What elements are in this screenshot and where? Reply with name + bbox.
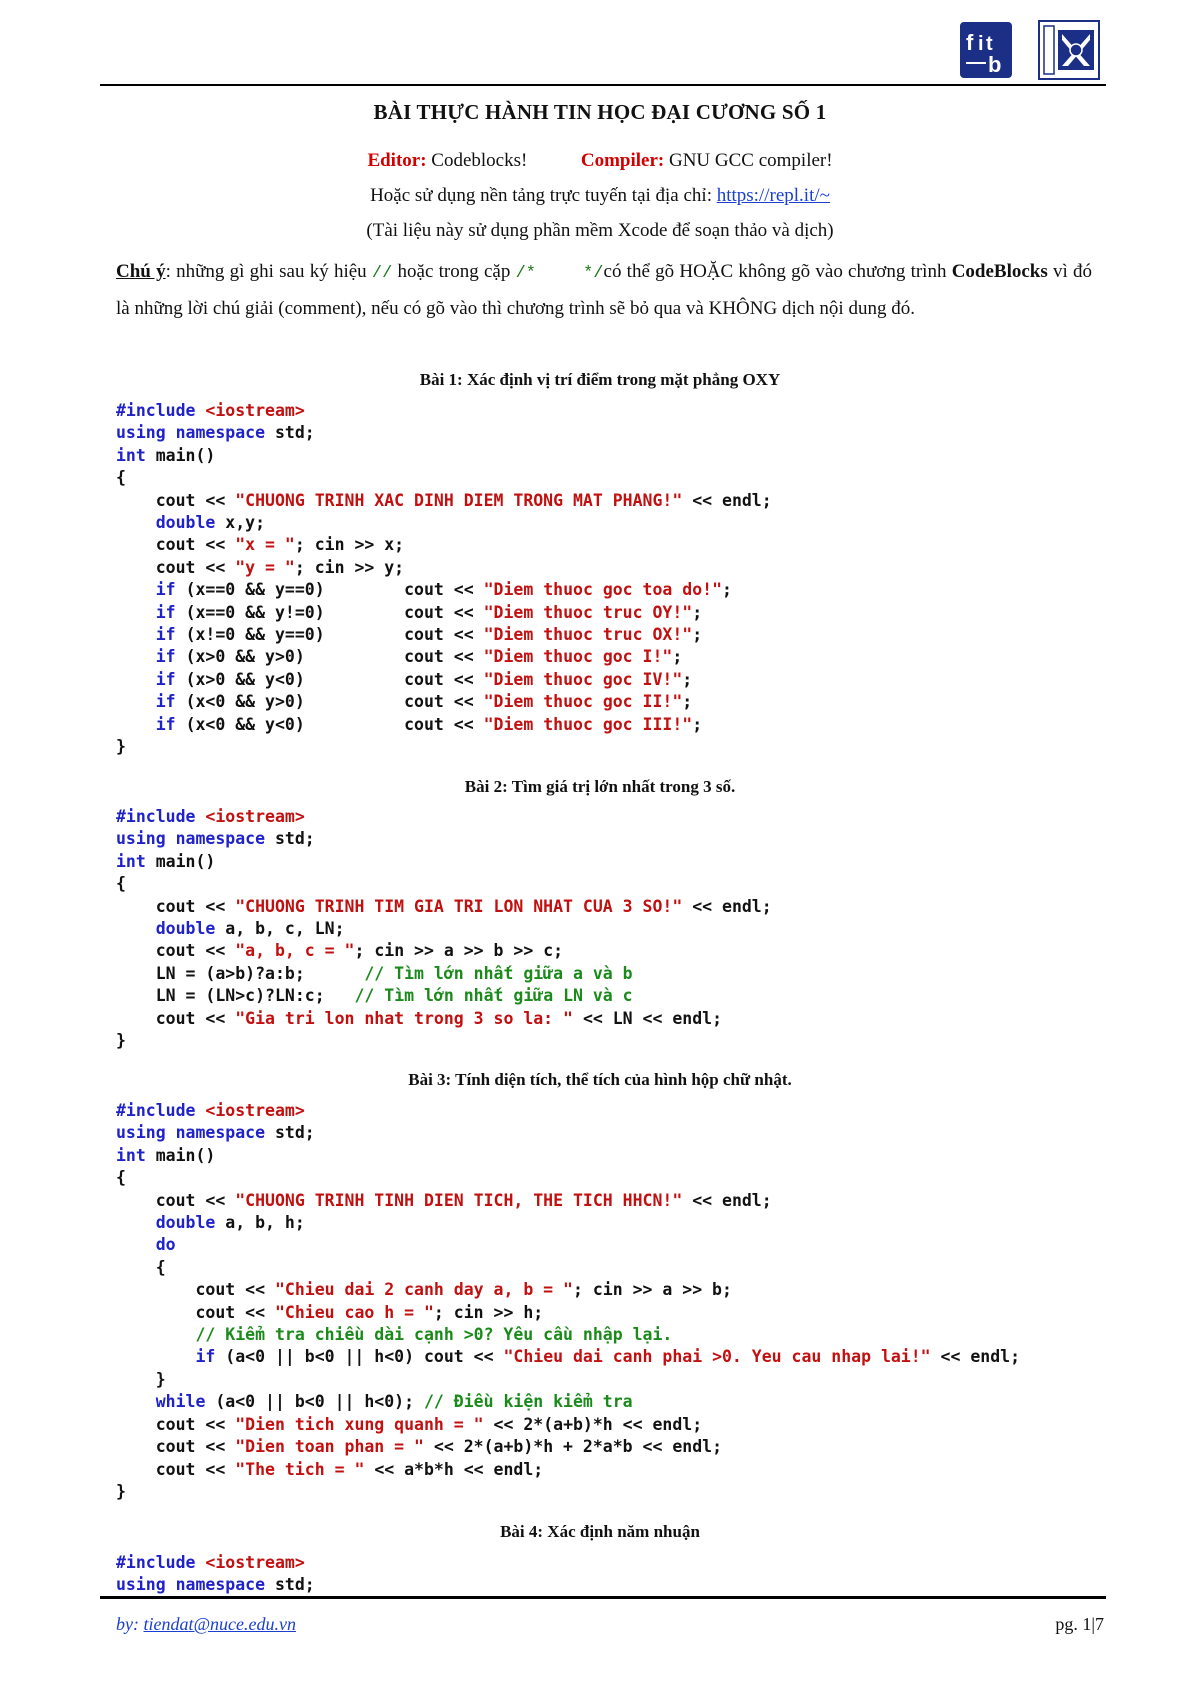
footer-author xyxy=(116,1614,296,1635)
svg-text:b: b xyxy=(988,52,1002,77)
note-part3: có thể gõ HOẶC không gõ vào chương trình xyxy=(603,261,947,282)
section-heading-1: Bài 1: Xác định vị trí điểm trong mặt phẳng OXY xyxy=(419,370,781,389)
compiler-label: Compiler: xyxy=(580,150,665,171)
page-title: BÀI THỰC HÀNH TIN HỌC ĐẠI CƯƠNG SỐ 1 xyxy=(373,100,827,124)
note-part4: vì đó là những lời chú giải (comment), nếu có gõ vào thì chương trình sẽ bỏ qua và KHÔNG dịch nội dung đó. xyxy=(116,261,1093,319)
section-heading-3: Bài 3: Tính diện tích, thể tích của hình hộp chữ nhật. xyxy=(408,1070,792,1089)
note-sym1: // xyxy=(371,264,393,283)
code-block-4: #include <iostream> using namespace std; xyxy=(116,1553,315,1595)
code-block-1: #include <iostream> using namespace std; int main() { cout << "CHUONG TRINH XAC DINH DIEM TRONG MAT PHANG!" << endl; double x,y; cout << "x = "; cin >> x; cout << "y = "; cin >> y; if (x==0 && y==0) cout << "Diem thuoc goc toa do!"; if (x==0 && y!=0) cout << "Diem thuoc truc OY!"; if (x!=0 && y==0) cout << "Diem thuoc truc OX!"; if (x>0 && y>0) cout << "Diem thuoc goc I!"; if (x>0 && y<0) cout << "Diem thuoc goc IV!"; if (x<0 && y>0) cout << "Diem thuoc goc II!"; if (x<0 && y<0) cout << "Diem thuoc goc III!"; } xyxy=(116,401,772,757)
note-bold: CodeBlocks xyxy=(951,261,1048,282)
online-text: Hoặc sử dụng nền tảng trực tuyến tại địa chỉ: xyxy=(370,185,712,206)
university-logo xyxy=(1038,20,1100,80)
section-heading-2: Bài 2: Tìm giá trị lớn nhất trong 3 số. xyxy=(464,777,736,796)
fitb-logo xyxy=(960,22,1012,78)
code-block-2: #include <iostream> using namespace std; int main() { cout << "CHUONG TRINH TIM GIA TRI LON NHAT CUA 3 SO!" << endl; double a, b, c, LN; cout << "a, b, c = "; cin >> a >> b >> c; LN = (a>b)?a:b; // Tìm lớn nhất giữa a và b LN = (LN>c)?LN:c; // Tìm lớn nhất giữa LN và c cout << "Gia tri lon nhat trong 3 so la: " << LN << endl; } xyxy=(116,807,772,1051)
note-paragraph xyxy=(116,254,1092,326)
repl-link[interactable]: https://repl.it/~ xyxy=(716,185,830,206)
editor-label: Editor: xyxy=(367,150,427,171)
note-label: Chú ý xyxy=(116,261,166,282)
xcode-note: (Tài liệu này sử dụng phần mềm Xcode để soạn thảo và dịch) xyxy=(366,220,834,241)
page-number: pg. 1|7 xyxy=(1055,1614,1104,1634)
note-sym2: /* xyxy=(515,264,536,283)
note-sym3: */ xyxy=(583,264,604,283)
note-part1: : những gì ghi sau ký hiệu xyxy=(165,261,367,282)
author-email-link[interactable]: tiendat@nuce.edu.vn xyxy=(143,1614,296,1634)
online-line xyxy=(100,185,1100,207)
editor-value: Codeblocks! xyxy=(431,150,528,171)
footer-by: by: xyxy=(116,1614,139,1634)
compiler-value: GNU GCC compiler! xyxy=(668,150,833,171)
svg-text:f: f xyxy=(966,30,974,55)
tools-line xyxy=(100,150,1100,172)
header-rule xyxy=(100,84,1106,86)
code-block-3: #include <iostream> using namespace std; int main() { cout << "CHUONG TRINH TINH DIEN TICH, THE TICH HHCN!" << endl; double a, b, h; do { cout << "Chieu dai 2 canh day a, b = "; cin >> a >> b; cout << "Chieu cao h = "; cin >> h; // Kiểm tra chiều dài cạnh >0? Yêu cầu nhập lại. if (a<0 || b<0 || h<0) cout << "Chieu dai canh phai >0. Yeu cau nhap lai!" << endl; } while (a<0 || b<0 || h<0); // Điều kiện kiểm tra cout << "Dien tich xung quanh = " << 2*(a+b)*h << endl; cout << "Dien toan phan = " << 2*(a+b)*h + 2*a*b << endl; cout << "The tich = " << a*b*h << endl; } xyxy=(116,1101,1021,1501)
svg-text:i: i xyxy=(978,33,984,55)
section-heading-4: Bài 4: Xác định năm nhuận xyxy=(500,1522,700,1541)
note-part2: hoặc trong cặp xyxy=(397,261,511,282)
svg-text:t: t xyxy=(986,33,993,55)
footer-rule xyxy=(100,1596,1106,1599)
